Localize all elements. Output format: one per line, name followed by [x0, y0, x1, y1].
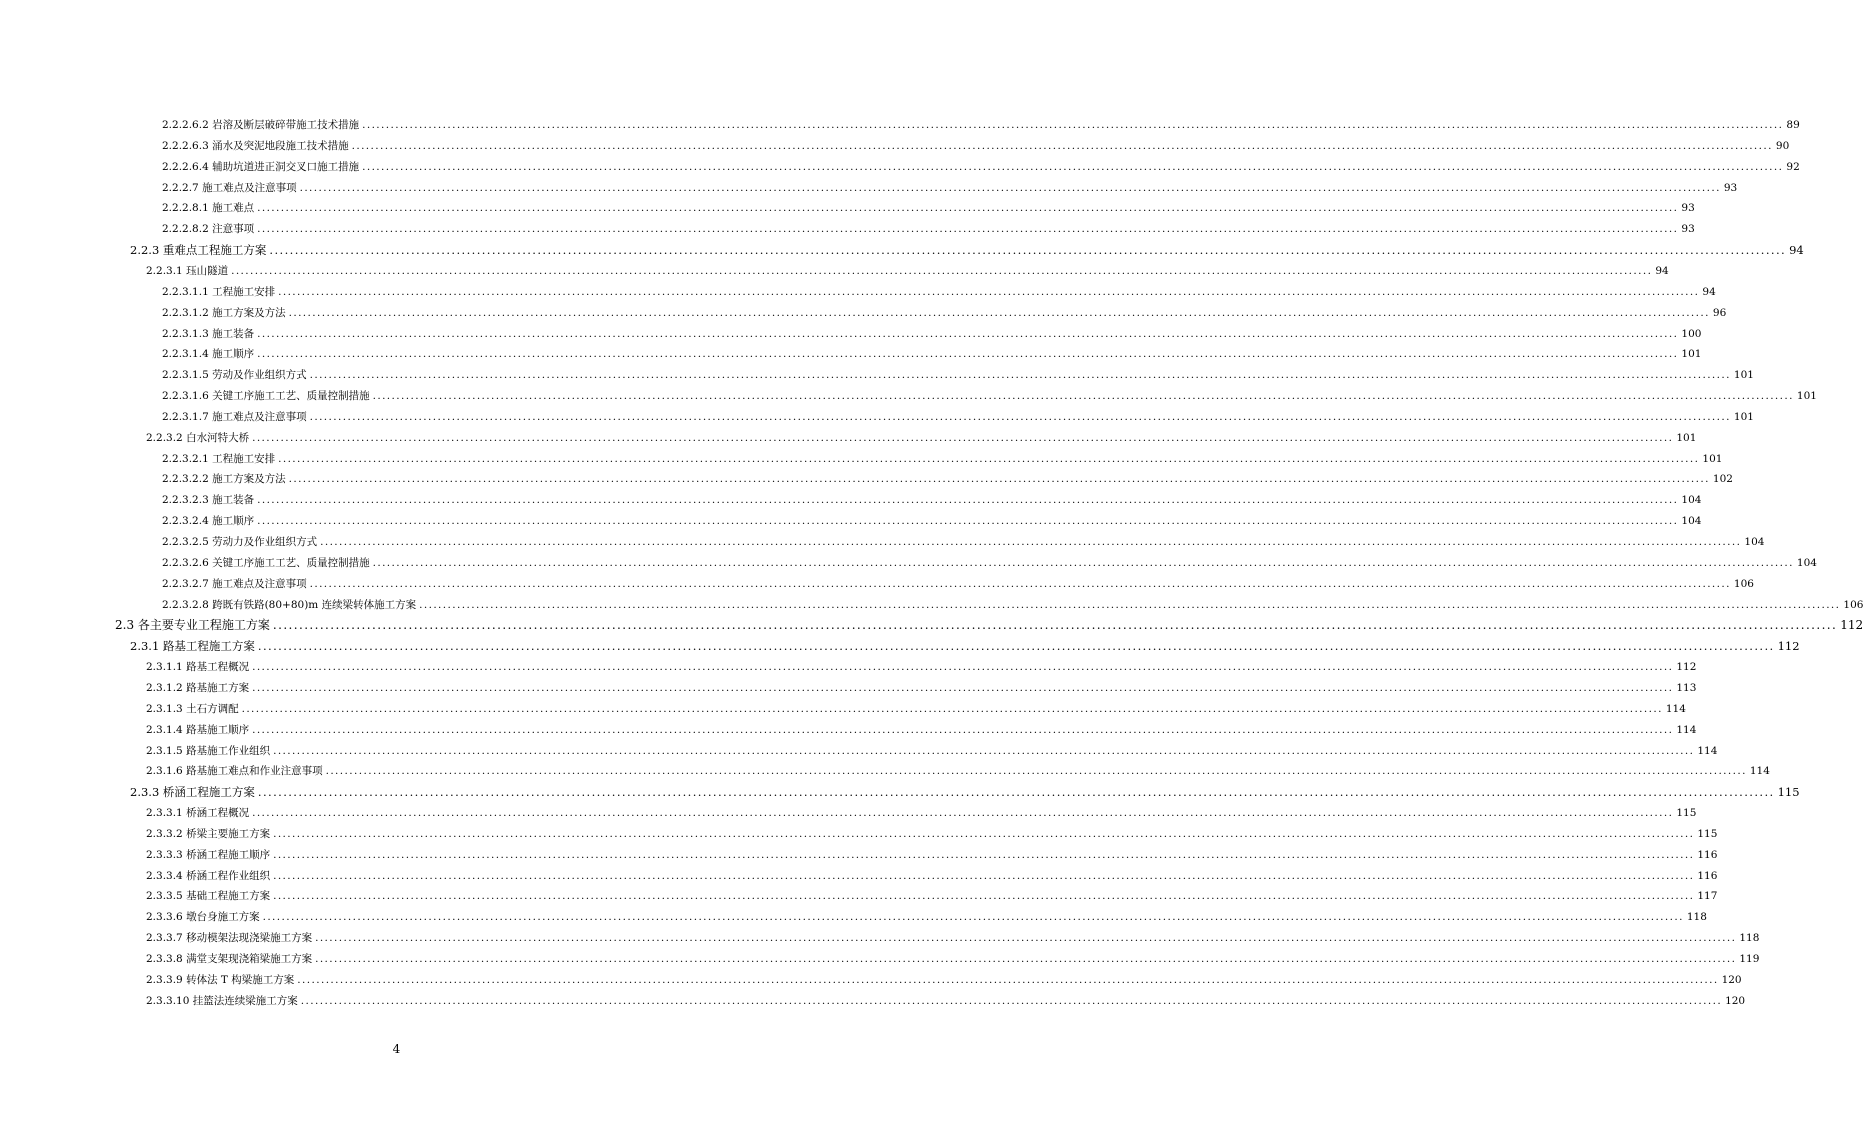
- toc-entry: [146, 866, 1718, 886]
- toc-entry-page: 104: [1681, 515, 1702, 528]
- toc-entry: [130, 782, 1800, 802]
- toc-entry: [162, 469, 1733, 489]
- toc-leader-dots: ............................................................................................................................................................................................................................................................................................................: [241, 702, 1663, 715]
- toc-entry-title: 2.3.1.5 路基施工作业组织: [146, 744, 271, 757]
- toc-leader-dots: ............................................................................................................................................................................................................................................................................................................: [273, 827, 1695, 840]
- toc-entry-page: 101: [1681, 348, 1702, 361]
- toc-entry-page: 118: [1739, 932, 1760, 945]
- toc-leader-dots: ............................................................................................................................................................................................................................................................................................................: [309, 369, 1731, 382]
- toc-entry-page: 115: [1777, 785, 1800, 800]
- page-number: 4: [392, 1042, 401, 1056]
- toc-leader-dots: ............................................................................................................................................................................................................................................................................................................: [362, 160, 1784, 173]
- toc-entry-page: 106: [1843, 598, 1863, 611]
- toc-leader-dots: ............................................................................................................................................................................................................................................................................................................: [297, 973, 1719, 986]
- toc-entry-page: 101: [1702, 452, 1723, 465]
- toc-entry-page: 101: [1796, 390, 1817, 403]
- toc-entry-title: 2.2.3.1.6 关键工序施工工艺、质量控制措施: [162, 390, 370, 403]
- toc-entry-title: 2.3.3 桥涵工程施工方案: [130, 785, 255, 800]
- toc-entry-title: 2.3.3.10 挂篮法连续梁施工方案: [146, 994, 298, 1007]
- toc-entry-title: 2.3.1 路基工程施工方案: [130, 639, 255, 654]
- toc-entry: [162, 219, 1695, 239]
- toc-entry-title: 2.2.2.6.4 辅助坑道进正洞交叉口施工措施: [162, 160, 360, 173]
- toc-leader-dots: ............................................................................................................................................................................................................................................................................................................: [351, 139, 1773, 152]
- toc-entry-title: 2.2.2.6.2 岩溶及断层破碎带施工技术措施: [162, 119, 360, 131]
- toc-leader-dots: ............................................................................................................................................................................................................................................................................................................: [257, 348, 1679, 361]
- toc-entry: [146, 761, 1770, 781]
- toc-entry: [162, 157, 1800, 177]
- toc-entry: [162, 511, 1702, 531]
- toc-entry-title: 2.2.3.2.4 施工顺序: [162, 515, 255, 528]
- toc-leader-dots: ............................................................................................................................................................................................................................................................................................................: [273, 848, 1695, 861]
- toc-leader-dots: ............................................................................................................................................................................................................................................................................................................: [372, 556, 1794, 569]
- toc-entry-title: 2.2.3.2.1 工程施工安排: [162, 452, 276, 465]
- toc-entry: [130, 636, 1800, 656]
- toc-entry-page: 115: [1697, 827, 1718, 840]
- toc-entry-page: 90: [1775, 139, 1790, 152]
- toc-leader-dots: ............................................................................................................................................................................................................................................................................................................: [257, 785, 1775, 800]
- toc-leader-dots: ............................................................................................................................................................................................................................................................................................................: [278, 452, 1700, 465]
- toc-leader-dots: ............................................................................................................................................................................................................................................................................................................: [288, 306, 1710, 319]
- toc-entry-title: 2.2.3.1.3 施工装备: [162, 327, 255, 340]
- toc-leader-dots: ............................................................................................................................................................................................................................................................................................................: [273, 890, 1695, 903]
- toc-entry-title: 2.2.2.8.2 注意事项: [162, 223, 255, 236]
- toc-entry: [162, 386, 1817, 406]
- toc-entry-title: 2.2.3.1 珏山隧道: [146, 264, 229, 277]
- toc-entry: [146, 428, 1697, 448]
- toc-leader-dots: ............................................................................................................................................................................................................................................................................................................: [309, 410, 1731, 423]
- toc-entry-title: 2.2.2.6.3 涌水及突泥地段施工技术措施: [162, 139, 349, 152]
- toc-leader-dots: ............................................................................................................................................................................................................................................................................................................: [257, 223, 1679, 236]
- toc-leader-dots: ............................................................................................................................................................................................................................................................................................................: [257, 515, 1679, 528]
- toc-entry-page: 116: [1697, 869, 1718, 882]
- toc-entry: [146, 845, 1718, 865]
- toc-leader-dots: ............................................................................................................................................................................................................................................................................................................: [325, 765, 1747, 778]
- toc-entry: [162, 532, 1765, 552]
- toc-leader-dots: ............................................................................................................................................................................................................................................................................................................: [309, 577, 1731, 590]
- toc-entry-title: 2.3 各主要专业工程施工方案: [115, 618, 270, 633]
- toc-entry-title: 2.2.3.2 白水河特大桥: [146, 431, 250, 444]
- toc-entry: [146, 741, 1718, 761]
- toc-entry-page: 112: [1777, 639, 1800, 654]
- toc-leader-dots: ............................................................................................................................................................................................................................................................................................................: [419, 598, 1841, 611]
- toc-entry-page: 89: [1786, 119, 1800, 131]
- toc-entry: [162, 324, 1702, 344]
- toc-leader-dots: ............................................................................................................................................................................................................................................................................................................: [252, 681, 1674, 694]
- toc-entry-page: 101: [1733, 369, 1754, 382]
- toc-leader-dots: ............................................................................................................................................................................................................................................................................................................: [269, 243, 1787, 258]
- toc-entry-page: 115: [1676, 807, 1697, 820]
- toc-leader-dots: ............................................................................................................................................................................................................................................................................................................: [299, 181, 1721, 194]
- toc-entry-page: 116: [1697, 848, 1718, 861]
- toc-entry-title: 2.2.3.1.4 施工顺序: [162, 348, 255, 361]
- toc-entry-page: 113: [1676, 681, 1697, 694]
- toc-leader-dots: ............................................................................................................................................................................................................................................................................................................: [257, 639, 1775, 654]
- toc-entry-page: 100: [1681, 327, 1702, 340]
- toc-leader-dots: ............................................................................................................................................................................................................................................................................................................: [362, 119, 1784, 131]
- toc-entry-page: 114: [1665, 702, 1686, 715]
- toc-entry: [146, 803, 1697, 823]
- toc-entry: [162, 344, 1702, 364]
- toc-leader-dots: ............................................................................................................................................................................................................................................................................................................: [262, 911, 1684, 924]
- toc-entry-page: 101: [1733, 410, 1754, 423]
- toc-entry-page: 94: [1655, 264, 1669, 277]
- toc-leader-dots: ............................................................................................................................................................................................................................................................................................................: [300, 994, 1723, 1007]
- toc-entry-title: 2.2.3.1.1 工程施工安排: [162, 285, 276, 298]
- toc-entry-title: 2.2.3.2.5 劳动力及作业组织方式: [162, 536, 318, 548]
- toc-entry: [146, 657, 1697, 677]
- toc-entry-page: 119: [1739, 953, 1760, 965]
- toc-entry-title: 2.3.1.3 土石方调配: [146, 702, 239, 715]
- toc-entry-title: 2.2.3.1.7 施工难点及注意事项: [162, 410, 307, 423]
- toc-entry: [146, 886, 1718, 906]
- toc-entry: [146, 261, 1669, 281]
- toc-entry-title: 2.3.3.6 墩台身施工方案: [146, 911, 260, 924]
- toc-leader-dots: ............................................................................................................................................................................................................................................................................................................: [257, 327, 1679, 340]
- toc-entry-title: 2.3.1.6 路基施工难点和作业注意事项: [146, 765, 323, 778]
- toc-entry-title: 2.3.3.5 基础工程施工方案: [146, 890, 271, 903]
- toc-leader-dots: ............................................................................................................................................................................................................................................................................................................: [272, 618, 1838, 633]
- toc-entry-page: 101: [1676, 431, 1697, 444]
- toc-entry: [115, 615, 1863, 635]
- toc-entry-page: 117: [1697, 890, 1718, 903]
- toc-leader-dots: ............................................................................................................................................................................................................................................................................................................: [252, 723, 1674, 736]
- toc-entry-page: 112: [1676, 661, 1697, 674]
- toc-entry: [146, 949, 1760, 969]
- toc-entry-title: 2.3.3.3 桥涵工程施工顺序: [146, 848, 271, 861]
- toc-entry-title: 2.2.3.2.3 施工装备: [162, 494, 255, 507]
- toc-entry-page: 104: [1744, 536, 1765, 548]
- toc-entry-page: 104: [1681, 494, 1702, 507]
- toc-leader-dots: ............................................................................................................................................................................................................................................................................................................: [320, 536, 1742, 548]
- toc-entry: [146, 970, 1742, 990]
- toc-entry-page: 114: [1697, 744, 1718, 757]
- toc-entry: [146, 928, 1760, 948]
- toc-entry: [146, 907, 1707, 927]
- toc-entry-title: 2.2.3.2.7 施工难点及注意事项: [162, 577, 307, 590]
- toc-entry-title: 2.3.3.7 移动模架法现浇梁施工方案: [146, 932, 313, 945]
- toc-entry-title: 2.2.2.7 施工难点及注意事项: [162, 181, 297, 194]
- toc-entry: [162, 303, 1727, 323]
- toc-entry-page: 120: [1721, 973, 1742, 986]
- toc-entry-page: 94: [1789, 243, 1804, 258]
- toc-entry-title: 2.3.1.1 路基工程概况: [146, 661, 250, 674]
- toc-entry: [162, 574, 1754, 594]
- toc-leader-dots: ............................................................................................................................................................................................................................................................................................................: [315, 953, 1737, 965]
- toc-leader-dots: ............................................................................................................................................................................................................................................................................................................: [273, 869, 1695, 882]
- toc-leader-dots: ............................................................................................................................................................................................................................................................................................................: [278, 285, 1700, 298]
- toc-leader-dots: ............................................................................................................................................................................................................................................................................................................: [252, 431, 1674, 444]
- toc-leader-dots: ............................................................................................................................................................................................................................................................................................................: [257, 494, 1679, 507]
- toc-entry-page: 92: [1786, 160, 1800, 173]
- toc-entry: [162, 282, 1716, 302]
- toc-leader-dots: ............................................................................................................................................................................................................................................................................................................: [257, 202, 1679, 215]
- toc-leader-dots: ............................................................................................................................................................................................................................................................................................................: [273, 744, 1695, 757]
- toc-entry-page: 114: [1749, 765, 1770, 778]
- toc-entry-title: 2.2.2.8.1 施工难点: [162, 202, 255, 215]
- toc-entry-page: 106: [1733, 577, 1754, 590]
- toc-entry-page: 118: [1686, 911, 1707, 924]
- toc-entry-title: 2.2.3.1.2 施工方案及方法: [162, 306, 286, 319]
- toc-entry: [162, 553, 1817, 573]
- toc-entry: [162, 449, 1723, 469]
- toc-entry-title: 2.3.3.1 桥涵工程概况: [146, 807, 250, 820]
- toc-entry: [146, 720, 1697, 740]
- toc-leader-dots: ............................................................................................................................................................................................................................................................................................................: [231, 264, 1653, 277]
- toc-entry: [146, 678, 1697, 698]
- toc-entry: [162, 136, 1790, 156]
- toc-entry-page: 96: [1712, 306, 1727, 319]
- toc-entry-page: 120: [1725, 994, 1746, 1007]
- toc-entry-title: 2.2.3.1.5 劳动及作业组织方式: [162, 369, 307, 382]
- toc-entry: [162, 490, 1702, 510]
- toc-leader-dots: ............................................................................................................................................................................................................................................................................................................: [288, 473, 1710, 486]
- toc-leader-dots: ............................................................................................................................................................................................................................................................................................................: [315, 932, 1737, 945]
- toc-entry-title: 2.2.3 重难点工程施工方案: [130, 243, 267, 258]
- toc-entry-title: 2.3.3.9 转体法 T 构梁施工方案: [146, 973, 295, 986]
- toc-leader-dots: ............................................................................................................................................................................................................................................................................................................: [252, 661, 1674, 674]
- toc-entry-page: 114: [1676, 723, 1697, 736]
- toc-leader-dots: ............................................................................................................................................................................................................................................................................................................: [252, 807, 1674, 820]
- toc-entry: [146, 699, 1686, 719]
- toc-entry: [146, 824, 1718, 844]
- toc-entry: [162, 178, 1738, 198]
- toc-entry-title: 2.3.1.4 路基施工顺序: [146, 723, 250, 736]
- toc-entry: [162, 365, 1754, 385]
- toc-entry-page: 102: [1712, 473, 1733, 486]
- toc-leader-dots: ............................................................................................................................................................................................................................................................................................................: [372, 390, 1794, 403]
- toc-entry-title: 2.2.3.2.8 跨既有铁路(80+80)m 连续梁转体施工方案: [162, 598, 417, 611]
- toc-entry-page: 93: [1681, 223, 1695, 236]
- toc-entry-page: 94: [1702, 285, 1716, 298]
- toc-entry-title: 2.3.3.8 满堂支架现浇箱梁施工方案: [146, 953, 313, 965]
- toc-entry: [146, 991, 1746, 1011]
- toc-entry-title: 2.2.3.2.2 施工方案及方法: [162, 473, 286, 486]
- toc-entry-page: 104: [1796, 556, 1817, 569]
- toc-entry: [162, 198, 1695, 218]
- toc-entry-title: 2.3.3.4 桥涵工程作业组织: [146, 869, 271, 882]
- toc-entry-page: 93: [1723, 181, 1738, 194]
- toc-entry: [162, 595, 1863, 615]
- toc-entry-title: 2.2.3.2.6 关键工序施工工艺、质量控制措施: [162, 556, 370, 569]
- toc-entry: [130, 240, 1804, 260]
- toc-entry: [162, 115, 1800, 135]
- toc-entry: [162, 407, 1754, 427]
- toc-entry-title: 2.3.1.2 路基施工方案: [146, 681, 250, 694]
- toc-entry-title: 2.3.3.2 桥梁主要施工方案: [146, 827, 271, 840]
- toc-entry-page: 93: [1681, 202, 1695, 215]
- toc-entry-page: 112: [1840, 618, 1863, 633]
